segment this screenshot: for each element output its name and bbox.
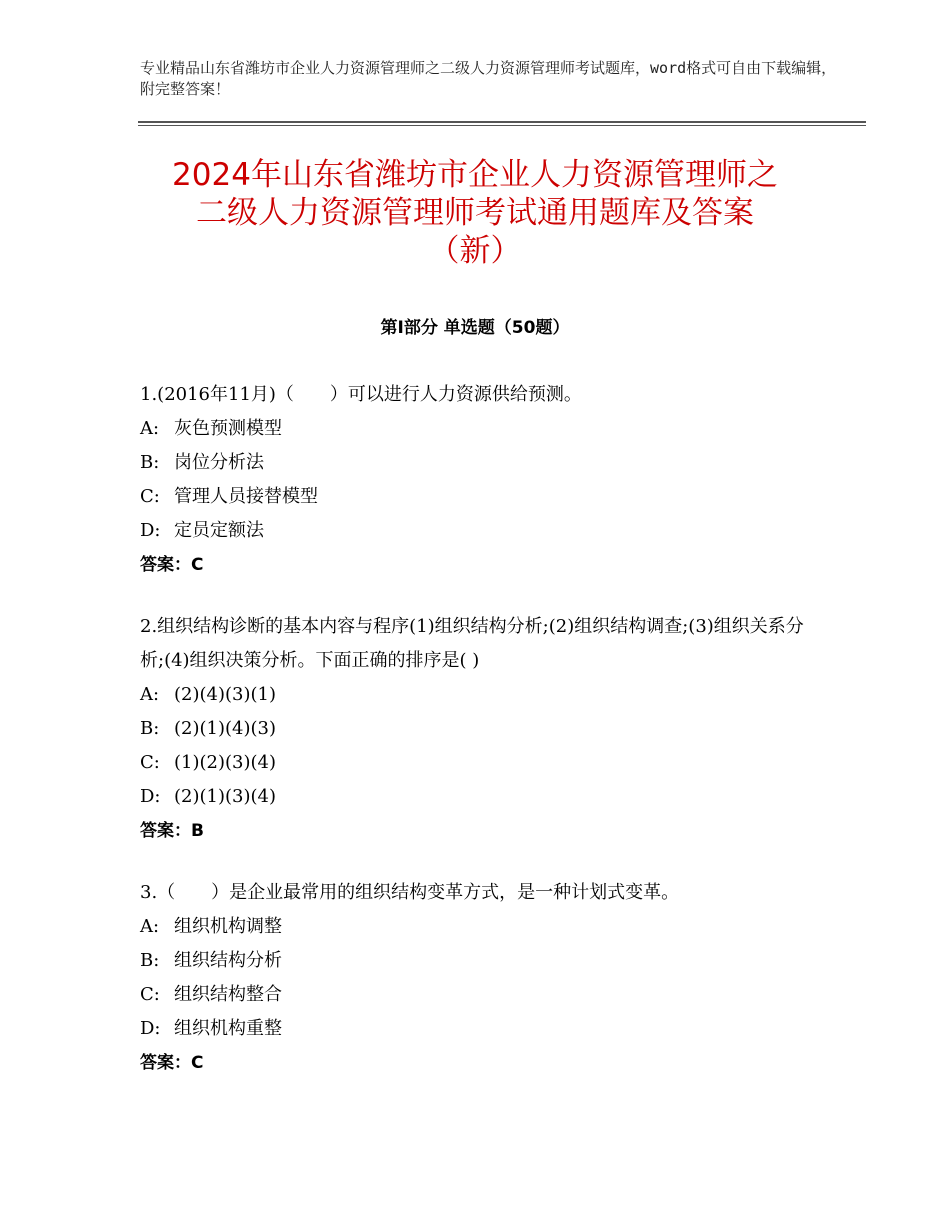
option-text: 灰色预测模型 (174, 418, 282, 439)
option-b (140, 446, 820, 480)
document-title (100, 156, 850, 270)
option-letter: B: (140, 718, 160, 739)
option-b (140, 944, 820, 978)
question-answer: 答案：B (140, 821, 204, 841)
option-letter: B: (140, 950, 160, 971)
option-letter: A: (140, 684, 160, 705)
option-letter: D: (140, 786, 161, 807)
question-1 (140, 378, 820, 582)
option-text: 组织结构整合 (174, 984, 282, 1005)
question-answer: 答案：C (140, 555, 204, 575)
option-letter: C: (140, 486, 160, 507)
question-stem: 2.组织结构诊断的基本内容与程序(1)组织结构分析;(2)组织结构调查;(3)组织关系分析;(4)组织决策分析。下面正确的排序是( ) (140, 616, 804, 671)
option-c (140, 480, 820, 514)
question-list (140, 378, 820, 1108)
option-text: 组织结构分析 (174, 950, 282, 971)
option-d (140, 514, 820, 548)
option-text: 组织机构重整 (174, 1018, 282, 1039)
option-a (140, 678, 820, 712)
option-text: (2)(1)(3)(4) (174, 786, 276, 807)
question-2 (140, 610, 820, 848)
question-stem: 1.(2016年11月)（ ）可以进行人力资源供给预测。 (140, 384, 582, 405)
question-answer: 答案：C (140, 1053, 204, 1073)
option-text: 管理人员接替模型 (174, 486, 318, 507)
section-heading: 第Ⅰ部分 单选题（50题） (380, 318, 570, 338)
header-rule-thin (138, 125, 866, 126)
question-3 (140, 876, 820, 1080)
option-text: 定员定额法 (174, 520, 264, 541)
option-text: 组织机构调整 (174, 916, 282, 937)
option-letter: C: (140, 984, 160, 1005)
title-line-3: （新） (428, 233, 522, 269)
option-d (140, 1012, 820, 1046)
title-line-1: 2024年山东省潍坊市企业人力资源管理师之 (172, 157, 778, 193)
option-text: (1)(2)(3)(4) (174, 752, 276, 773)
question-stem: 3.（ ）是企业最常用的组织结构变革方式，是一种计划式变革。 (140, 882, 680, 903)
option-text: 岗位分析法 (174, 452, 264, 473)
header-rule-thick (138, 121, 866, 123)
header-note: 专业精品山东省潍坊市企业人力资源管理师之二级人力资源管理师考试题库，word格式可自由下载编辑，附完整答案！ (140, 59, 837, 98)
option-letter: A: (140, 916, 160, 937)
option-letter: D: (140, 520, 161, 541)
option-b (140, 712, 820, 746)
option-text: (2)(4)(3)(1) (174, 684, 276, 705)
option-a (140, 412, 820, 446)
option-letter: A: (140, 418, 160, 439)
option-letter: D: (140, 1018, 161, 1039)
option-a (140, 910, 820, 944)
option-c (140, 746, 820, 780)
option-c (140, 978, 820, 1012)
option-d (140, 780, 820, 814)
title-line-2: 二级人力资源管理师考试通用题库及答案 (196, 195, 754, 231)
option-letter: C: (140, 752, 160, 773)
option-letter: B: (140, 452, 160, 473)
option-text: (2)(1)(4)(3) (174, 718, 276, 739)
